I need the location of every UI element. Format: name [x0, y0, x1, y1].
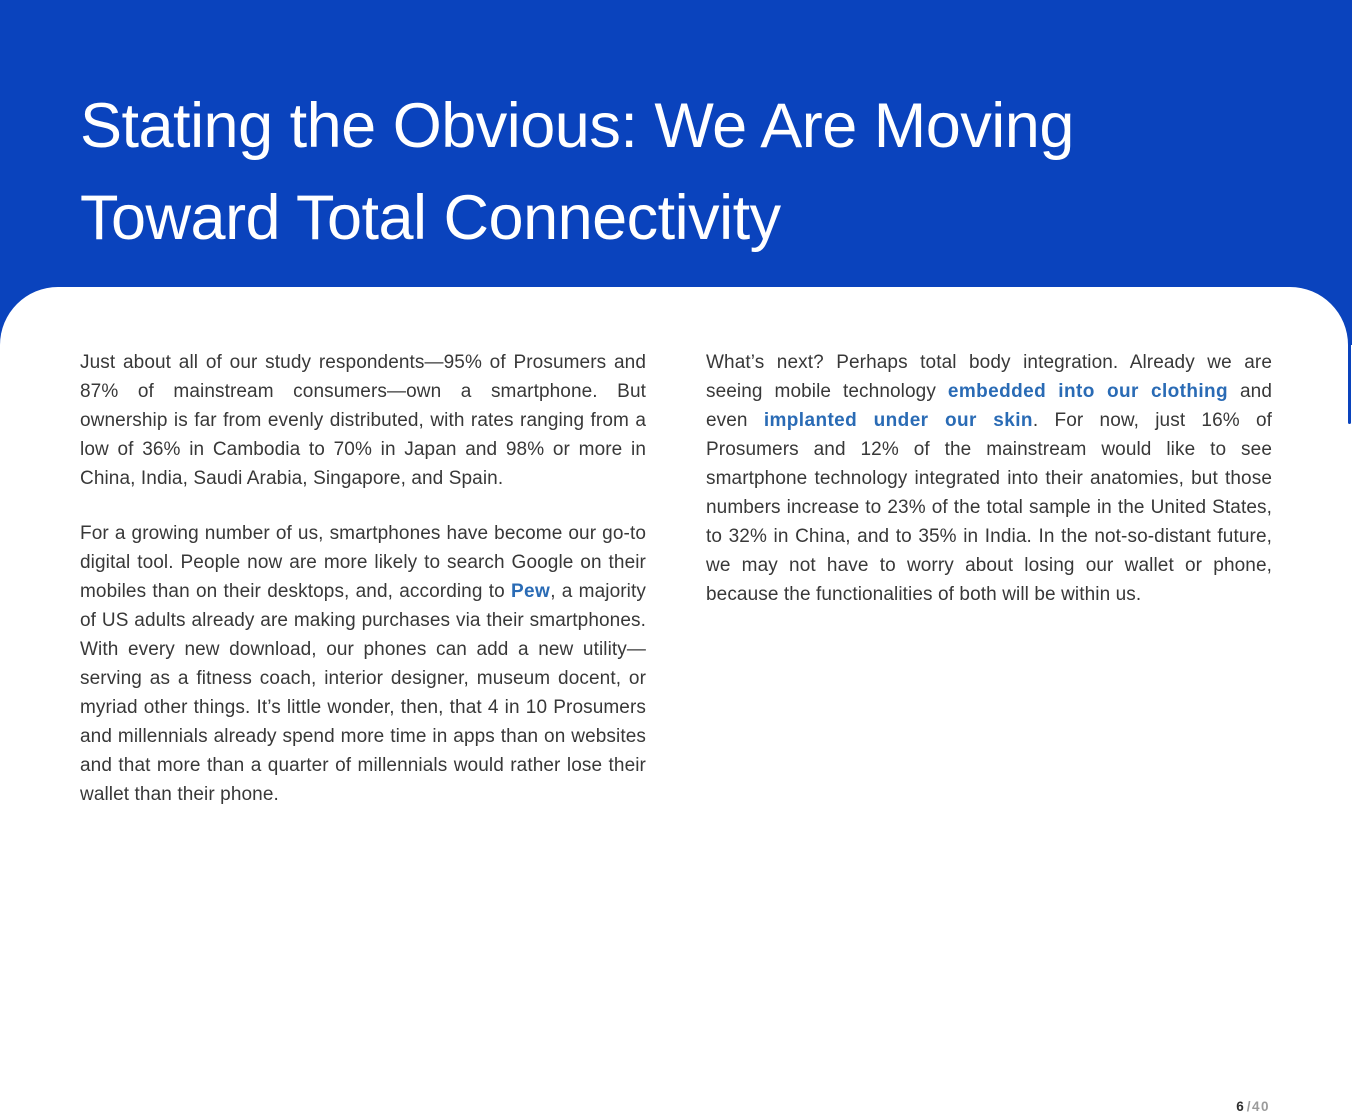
page-title-line1: Stating the Obvious: We Are Moving [80, 91, 1074, 162]
scrollbar-thumb[interactable] [1348, 0, 1351, 424]
article-columns [0, 287, 1348, 809]
link-implanted-under-our-skin[interactable]: implanted under our skin [763, 410, 1033, 431]
link-embedded-into-our-clothing[interactable]: embedded into our clothing [947, 381, 1229, 402]
paragraph-text: For a growing number of us, smartphones have become our go-to digital tool. People now are more likely to search Google on their mobiles than on their desktops, and, according to [80, 523, 646, 602]
page-title-line2: Toward Total Connectivity [80, 183, 781, 254]
page-number-total: /40 [1246, 1099, 1270, 1114]
paragraph-text: and even [706, 381, 1272, 431]
paragraph-whats-next [706, 348, 1272, 609]
page-number [1236, 1099, 1270, 1114]
paragraph-smartphone-ownership: Just about all of our study respondents—95% of Prosumers and 87% of mainstream consumers—own a smartphone. But ownership is far from evenly distributed, with rates ranging from a low of 36% in Cambodia to 70% in Japan and 98% or more in China, India, Saudi Arabia, Singapore, and Spain. [80, 352, 646, 489]
right-column [706, 348, 1272, 809]
link-pew[interactable]: Pew [510, 581, 551, 602]
left-column [80, 348, 646, 809]
paragraph-text: . For now, just 16% of Prosumers and 12% of the mainstream would like to see smartphone technology integrated into their anatomies, but those numbers increase to 23% of the total sample in the United States, to 32% in China, and to 35% in India. In the not-so-distant future, we may not have to worry about losing our wallet or phone, because the functionalities of both will be within us. [706, 410, 1273, 605]
content-card [0, 287, 1348, 1114]
page-title [80, 80, 1074, 264]
paragraph-text: , a majority of US adults already are making purchases via their smartphones. With every new download, our phones can add a new utility—serving as a fitness coach, interior designer, museum docent, or myriad other things. It’s little wonder, then, that 4 in 10 Prosumers and millennials already spend more time in apps than on websites and that more than a quarter of millennials would rather lose their wallet than their phone. [80, 581, 646, 805]
paragraph-text: What’s next? Perhaps total body integration. Already we are seeing mobile technology [706, 352, 1272, 402]
page-number-current: 6 [1236, 1099, 1245, 1114]
paragraph-go-to-digital-tool [80, 519, 646, 809]
